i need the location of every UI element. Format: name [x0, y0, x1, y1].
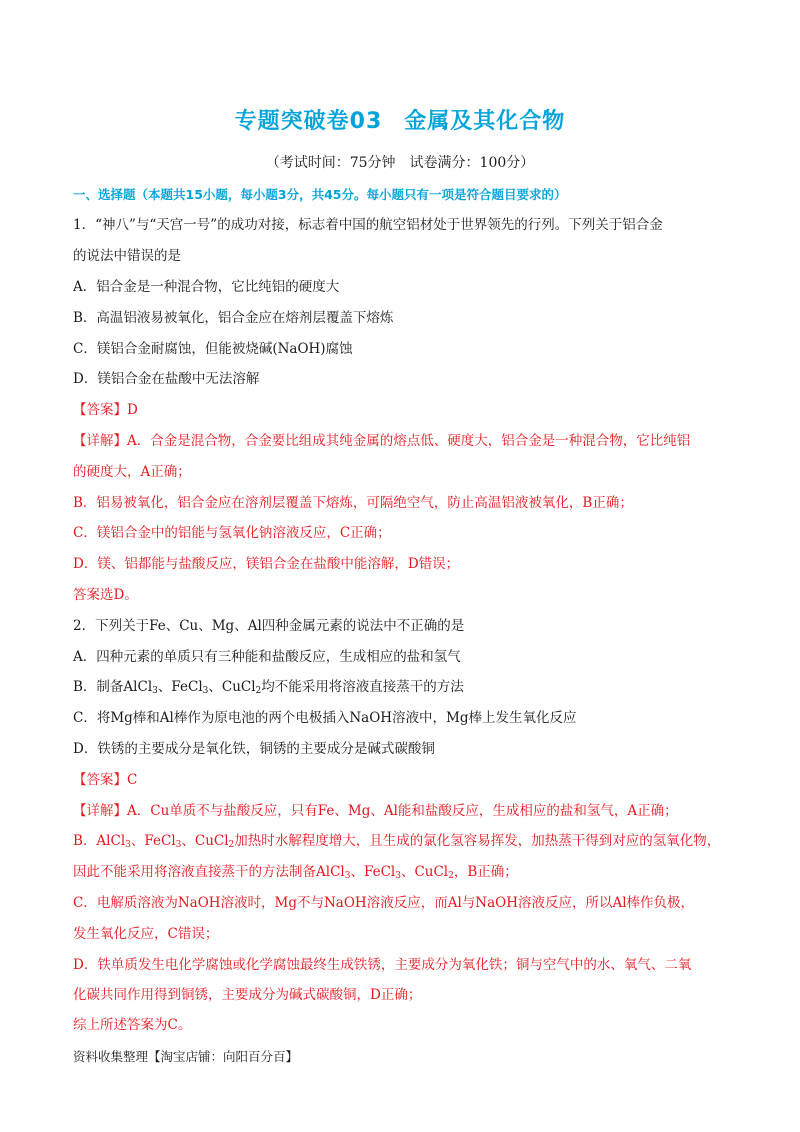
- q2-detail-line7: 化碳共同作用得到铜锈，主要成分为碱式碳酸铜，D正确；: [73, 987, 422, 1003]
- q1-stem-line1: 1．“神八”与“天宫一号”的成功对接，标志着中国的航空铝材处于世界领先的行列。下列关于铝合金: [73, 217, 663, 233]
- q1-detail-line3: B．铝易被氧化，铝合金应在溶剂层覆盖下熔炼，可隔绝空气，防止高温铝液被氧化，B正确；: [73, 495, 633, 511]
- q2-conclusion: 综上所述答案为C。: [73, 1017, 192, 1033]
- q1-detail-line2: 的硬度大，A正确；: [73, 464, 191, 480]
- q1-detail-line4: C．镁铝合金中的铝能与氢氧化钠溶液反应，C正确；: [73, 525, 391, 541]
- q2-detail-line1: 【详解】A．Cu单质不与盐酸反应，只有Fe、Mg、Al能和盐酸反应，生成相应的盐和氢气，A正确；: [73, 803, 678, 819]
- q2-stem: 2．下列关于Fe、Cu、Mg、Al四种金属元素的说法中不正确的是: [73, 618, 465, 634]
- q2-option-a: A．四种元素的单质只有三种能和盐酸反应，生成相应的盐和氢气: [73, 649, 461, 665]
- q1-stem-line2: 的说法中错误的是: [73, 248, 181, 264]
- q1-option-a: A．铝合金是一种混合物，它比纯铝的硬度大: [73, 279, 340, 295]
- q2-option-c: C．将Mg棒和Al棒作为原电池的两个电极插入NaOH溶液中，Mg棒上发生氧化反应: [73, 710, 577, 726]
- q2-detail-line3: 因此不能采用将溶液直接蒸干的方法制备AlCl$_3$、FeCl$_3$、CuCl$_2$，B正确；: [73, 864, 518, 881]
- page-title: [0, 104, 800, 135]
- q2-option-d: D．铁锈的主要成分是氧化铁，铜锈的主要成分是碱式碳酸铜: [73, 741, 435, 757]
- section-header: 一、选择题（本题共15小题，每小题3分，共45分。每小题只有一项是符合题目要求的）: [73, 187, 567, 202]
- q1-detail-line5: D．镁、铝都能与盐酸反应，镁铝合金在盐酸中能溶解，D错误；: [73, 556, 460, 572]
- q2-detail-line6: D．铁单质发生电化学腐蚀或化学腐蚀最终生成铁锈，主要成分为氧化铁；铜与空气中的水、氧气、二氧: [73, 957, 692, 973]
- q2-answer: 【答案】C: [73, 772, 138, 788]
- q1-conclusion: 答案选D。: [73, 587, 138, 603]
- footer-note: 资料收集整理【淘宝店铺：向阳百分百】: [73, 1049, 299, 1064]
- q2-option-b: B．制备AlCl$_3$、FeCl$_3$、CuCl$_2$均不能采用将溶液直接蒸干的方法: [73, 679, 464, 696]
- title-part1: 专题突破卷03: [234, 109, 383, 134]
- q1-answer: 【答案】D: [73, 402, 138, 418]
- q2-detail-line4: C．电解质溶液为NaOH溶液时，Mg不与NaOH溶液反应，而Al与NaOH溶液反应，所以Al棒作负极，: [73, 895, 695, 911]
- q1-option-d: D．镁铝合金在盐酸中无法溶解: [73, 371, 260, 387]
- title-part2: 金属及其化合物: [404, 109, 566, 134]
- q2-detail-line2: B．AlCl$_3$、FeCl$_3$、CuCl$_2$加热时水解程度增大，且生成的氯化氢容易挥发，加热蒸干得到对应的氢氧化物，: [73, 833, 721, 850]
- exam-info: （考试时间：75分钟 试卷满分：100分）: [265, 155, 535, 171]
- q1-option-c: C．镁铝合金耐腐蚀，但能被烧碱(NaOH)腐蚀: [73, 341, 353, 357]
- q1-option-b: B．高温铝液易被氧化，铝合金应在熔剂层覆盖下熔炼: [73, 310, 394, 326]
- q2-detail-line5: 发生氧化反应，C错误；: [73, 926, 219, 942]
- q1-detail-line1: 【详解】A．合金是混合物，合金要比组成其纯金属的熔点低、硬度大，铝合金是一种混合物，它比纯铝: [73, 433, 691, 449]
